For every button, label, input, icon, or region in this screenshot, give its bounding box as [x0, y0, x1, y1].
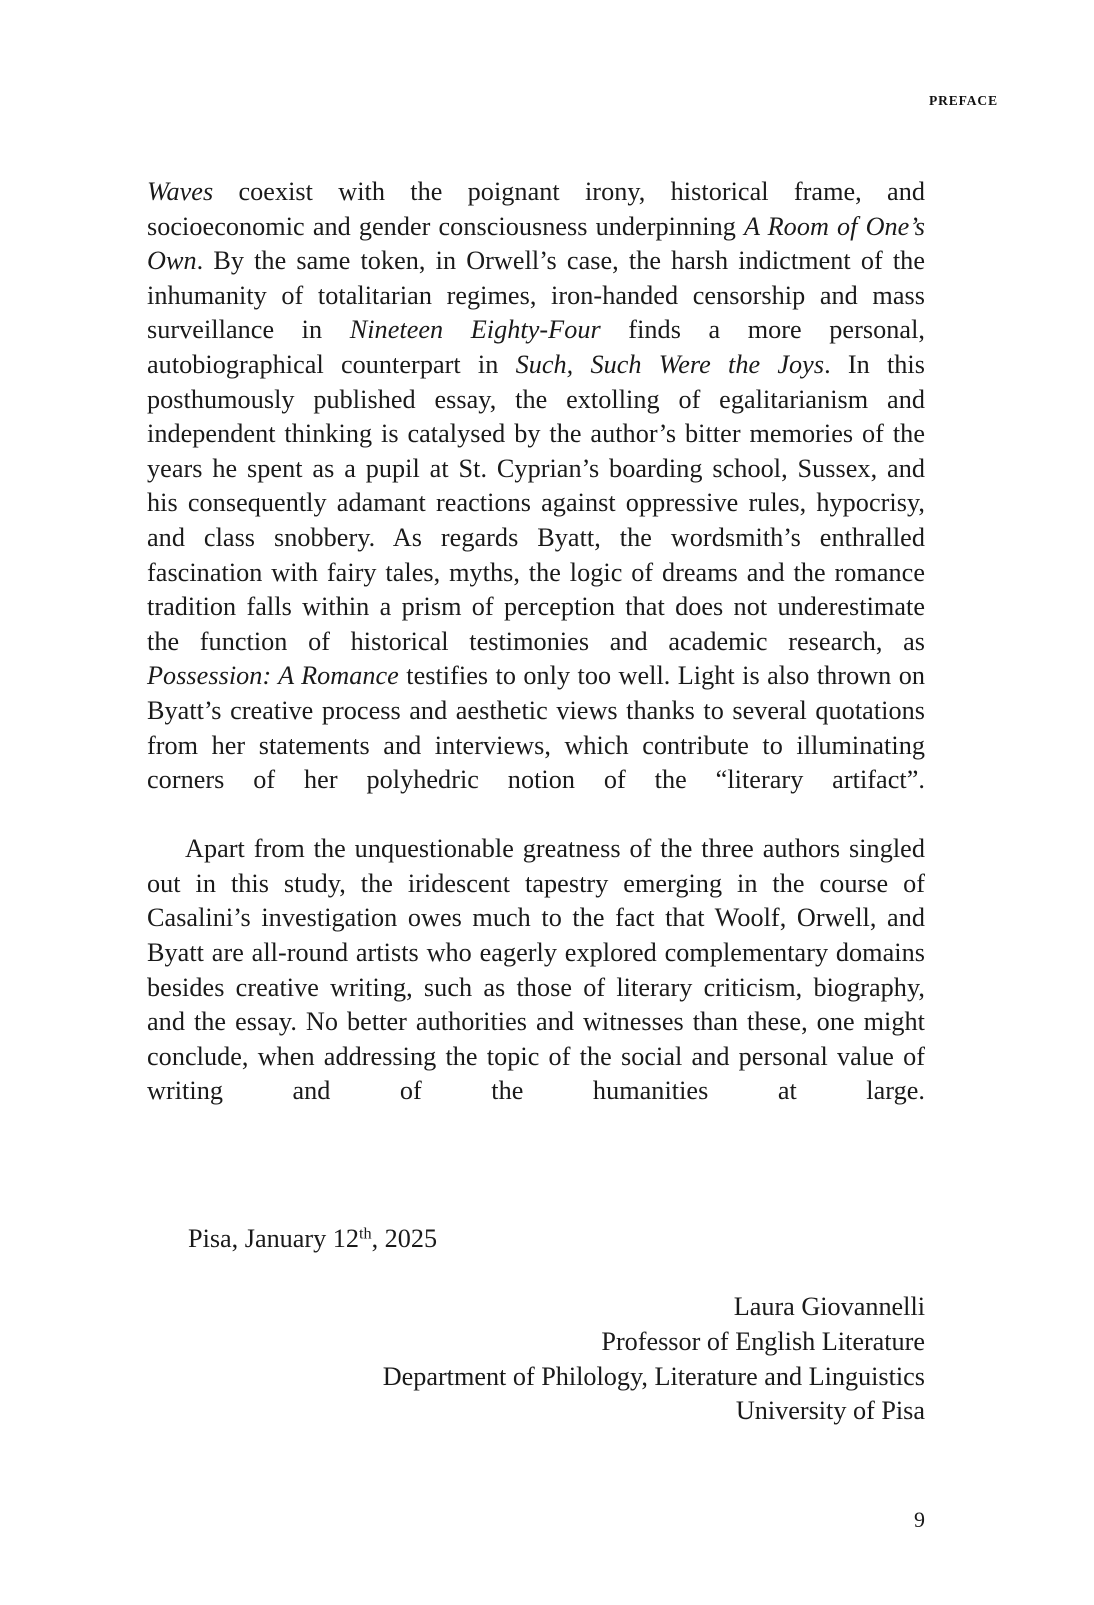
- signature-institution: University of Pisa: [735, 1396, 925, 1426]
- dateline-suffix: , 2025: [371, 1224, 438, 1253]
- text-run: . By the same token, in Orwell’s case, the harsh indictment of the inhumanity of totalitarian regimes, iron-handed censorship and mass surveillance in: [147, 246, 925, 345]
- running-head: PREFACE: [928, 93, 998, 108]
- italic-title: Possession: A Romance: [147, 661, 399, 691]
- paragraph: [147, 175, 925, 832]
- dateline-prefix: Pisa, January 12: [188, 1224, 359, 1253]
- page-number: 9: [914, 1507, 925, 1532]
- text-run: finds a more personal, autobiographical counterpart in: [147, 315, 925, 379]
- text-run: coexist with the poignant irony, historical frame, and socioeconomic and gender consciousness underpinning: [147, 177, 925, 241]
- italic-title: A Room of One’s Own: [147, 211, 925, 276]
- text-run: . In this posthumously published essay, the extolling of egalitarianism and independent thinking is catalysed by the author’s bitter memories of the years he spent as a pupil at St. Cyprian’s boarding school, Sussex, and his consequently adamant reactions against oppressive rules, hypocrisy, and class snobbery. As regards Byatt, the wordsmith’s enthralled fascination with fairy tales, myths, the logic of dreams and the romance tradition falls within a prism of perception that does not underestimate the function of historical testimonies and academic research, as: [147, 349, 925, 656]
- italic-title: Waves: [147, 177, 214, 206]
- text-run: testifies to only too well. Light is also thrown on Byatt’s creative process and aesthetic views thanks to several quotations from her statements and interviews, which contribute to illuminating corners of her polyhedric notion of the “literary artifact”.: [147, 661, 925, 795]
- dateline-ordinal-suffix: th: [358, 1224, 372, 1243]
- text-run: Apart from the unquestionable greatness of the three authors singled out in this study, the iridescent tapestry emerging in the course of Casalini’s investigation owes much to the fact that Woolf, Orwell, and Byatt are all-round artists who eagerly explored complementary domains besides creative writing, such as those of literary criticism, biography, and the essay. No better authorities and witnesses than these, one might conclude, when addressing the topic of the social and personal value of writing and of the humanities at large.: [147, 834, 925, 1106]
- signature-name: Laura Giovannelli: [733, 1292, 925, 1321]
- dateline: [188, 1222, 437, 1257]
- italic-title: Nineteen Eighty-Four: [349, 315, 601, 345]
- paragraph: [147, 832, 925, 1143]
- signature-block: [265, 1290, 925, 1429]
- signature-department: Department of Philology, Literature and Linguistics: [382, 1361, 925, 1391]
- italic-title: Such, Such Were the Joys: [515, 349, 825, 379]
- body-text-block: [147, 175, 925, 1144]
- signature-title: Professor of English Literature: [601, 1326, 925, 1356]
